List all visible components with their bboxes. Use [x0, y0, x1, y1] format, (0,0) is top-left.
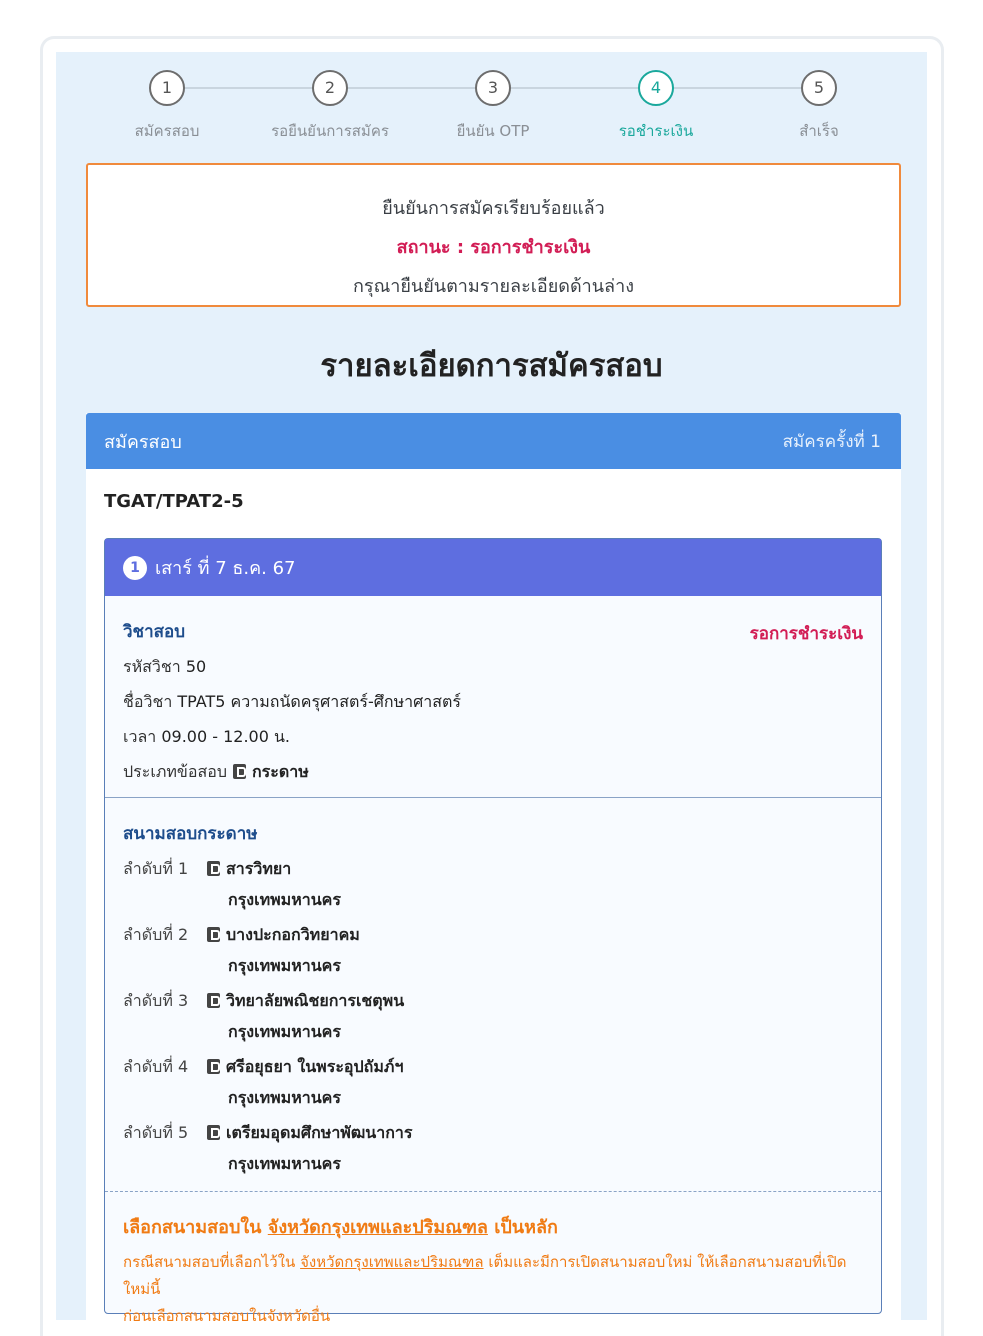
- venue-province: กรุงเทพมหานคร: [228, 890, 341, 909]
- note-title-suffix: เป็นหลัก: [494, 1217, 558, 1238]
- page-title: รายละเอียดการสมัครสอบ: [320, 348, 663, 384]
- note-title-prefix: เลือกสนามสอบใน: [123, 1217, 262, 1238]
- note-body-suffix: เต็มและมีการเปิดสนามสอบใหม่ ให้เลือกสนามสอบที่เปิดใหม่นี้: [123, 1253, 847, 1298]
- venue-rank: ลำดับที่ 2: [123, 925, 189, 944]
- step-4: [576, 68, 736, 143]
- status-alert: [86, 163, 901, 307]
- subject-code-row: [123, 655, 863, 680]
- subject-name-row: [123, 690, 863, 715]
- exam-code: TGAT/TPAT2-5: [104, 491, 244, 512]
- venue-name: บางปะกอกวิทยาคม: [226, 925, 360, 944]
- note-title-link[interactable]: จังหวัดกรุงเทพและปริมณฑล: [267, 1217, 488, 1238]
- step-1-circle: 1: [149, 70, 185, 106]
- venue-name: วิทยาลัยพณิชยการเชตุพน: [226, 991, 405, 1010]
- subject-section: [105, 596, 881, 798]
- venue-item: [123, 1051, 863, 1113]
- venue-name: ศรีอยุธยา ในพระอุปถัมภ์ฯ: [226, 1057, 404, 1076]
- venue-rank: ลำดับที่ 3: [123, 991, 189, 1010]
- exam-type-row: [123, 760, 863, 785]
- step-3-circle: 3: [475, 70, 511, 106]
- note-body-link[interactable]: จังหวัดกรุงเทพและปริมณฑล: [300, 1253, 484, 1271]
- venue-item: [123, 985, 863, 1047]
- session-number-badge: 1: [123, 556, 147, 580]
- paper-icon: [207, 1059, 220, 1074]
- card-header-title: สมัครสอบ: [104, 431, 182, 453]
- card-header: [86, 413, 901, 469]
- exam-session: [104, 538, 882, 1325]
- step-4-label: รอชำระเงิน: [618, 122, 694, 140]
- venue-name: เตรียมอุดมศึกษาพัฒนาการ: [226, 1123, 413, 1142]
- step-5: [739, 68, 899, 143]
- paper-icon: [207, 1125, 220, 1140]
- venue-item: [123, 853, 863, 915]
- session-header: [105, 539, 881, 596]
- venue-name: สารวิทยา: [226, 859, 292, 878]
- venue-province: กรุงเทพมหานคร: [228, 1022, 341, 1041]
- subject-section-title: วิชาสอบ: [123, 622, 186, 642]
- subject-code-label: รหัสวิชา: [123, 657, 181, 676]
- registration-card: [86, 413, 901, 1325]
- subject-time-label: เวลา: [123, 727, 157, 746]
- note-body-prefix: กรณีสนามสอบที่เลือกไว้ใน: [123, 1253, 296, 1271]
- paper-icon: [233, 764, 246, 779]
- payment-status: รอการชำระเงิน: [749, 624, 863, 644]
- step-5-label: สำเร็จ: [799, 122, 839, 140]
- status-instruction-text: กรุณายืนยันตามรายละเอียดด้านล่าง: [353, 276, 634, 297]
- venue-section: [105, 798, 881, 1192]
- venue-rank: ลำดับที่ 5: [123, 1123, 189, 1142]
- venue-province: กรุงเทพมหานคร: [228, 1154, 341, 1173]
- venue-rank: ลำดับที่ 4: [123, 1057, 189, 1076]
- step-4-circle: 4: [638, 70, 674, 106]
- step-1-label: สมัครสอบ: [134, 122, 200, 140]
- note-body: [123, 1249, 863, 1330]
- paper-icon: [207, 993, 220, 1008]
- step-2-label: รอยืนยันการสมัคร: [271, 122, 389, 140]
- subject-time: 09.00 - 12.00 น.: [161, 727, 291, 746]
- subject-name: TPAT5 ความถนัดครุศาสตร์-ศึกษาศาสตร์: [177, 692, 461, 711]
- status-text: สถานะ : รอการชำระเงิน: [396, 237, 591, 258]
- step-2-circle: 2: [312, 70, 348, 106]
- attempt-count: สมัครครั้งที่ 1: [782, 431, 881, 452]
- paper-icon: [207, 927, 220, 942]
- progress-stepper: [86, 68, 902, 148]
- step-2: [250, 68, 410, 143]
- session-date: เสาร์ ที่ 7 ธ.ค. 67: [155, 558, 296, 579]
- step-3-label: ยืนยัน OTP: [456, 122, 530, 140]
- note-title: [123, 1212, 863, 1241]
- note-body-line2: ก่อนเลือกสนามสอบในจังหวัดอื่น: [123, 1307, 331, 1325]
- subject-code: 50: [185, 657, 207, 676]
- exam-type: กระดาษ: [251, 762, 309, 781]
- status-confirmed-text: ยืนยันการสมัครเรียบร้อยแล้ว: [382, 198, 605, 219]
- venue-section-title: สนามสอบกระดาษ: [123, 824, 258, 844]
- step-3: [413, 68, 573, 143]
- exam-type-label: ประเภทข้อสอบ: [123, 762, 227, 781]
- venue-rank: ลำดับที่ 1: [123, 859, 189, 878]
- venue-item: [123, 919, 863, 981]
- subject-name-label: ชื่อวิชา: [123, 692, 173, 711]
- venue-province: กรุงเทพมหานคร: [228, 956, 341, 975]
- venue-province: กรุงเทพมหานคร: [228, 1088, 341, 1107]
- paper-icon: [207, 861, 220, 876]
- venue-item: [123, 1117, 863, 1179]
- venue-note: [105, 1192, 881, 1330]
- step-5-circle: 5: [801, 70, 837, 106]
- subject-time-row: [123, 725, 863, 750]
- step-1: [87, 68, 247, 143]
